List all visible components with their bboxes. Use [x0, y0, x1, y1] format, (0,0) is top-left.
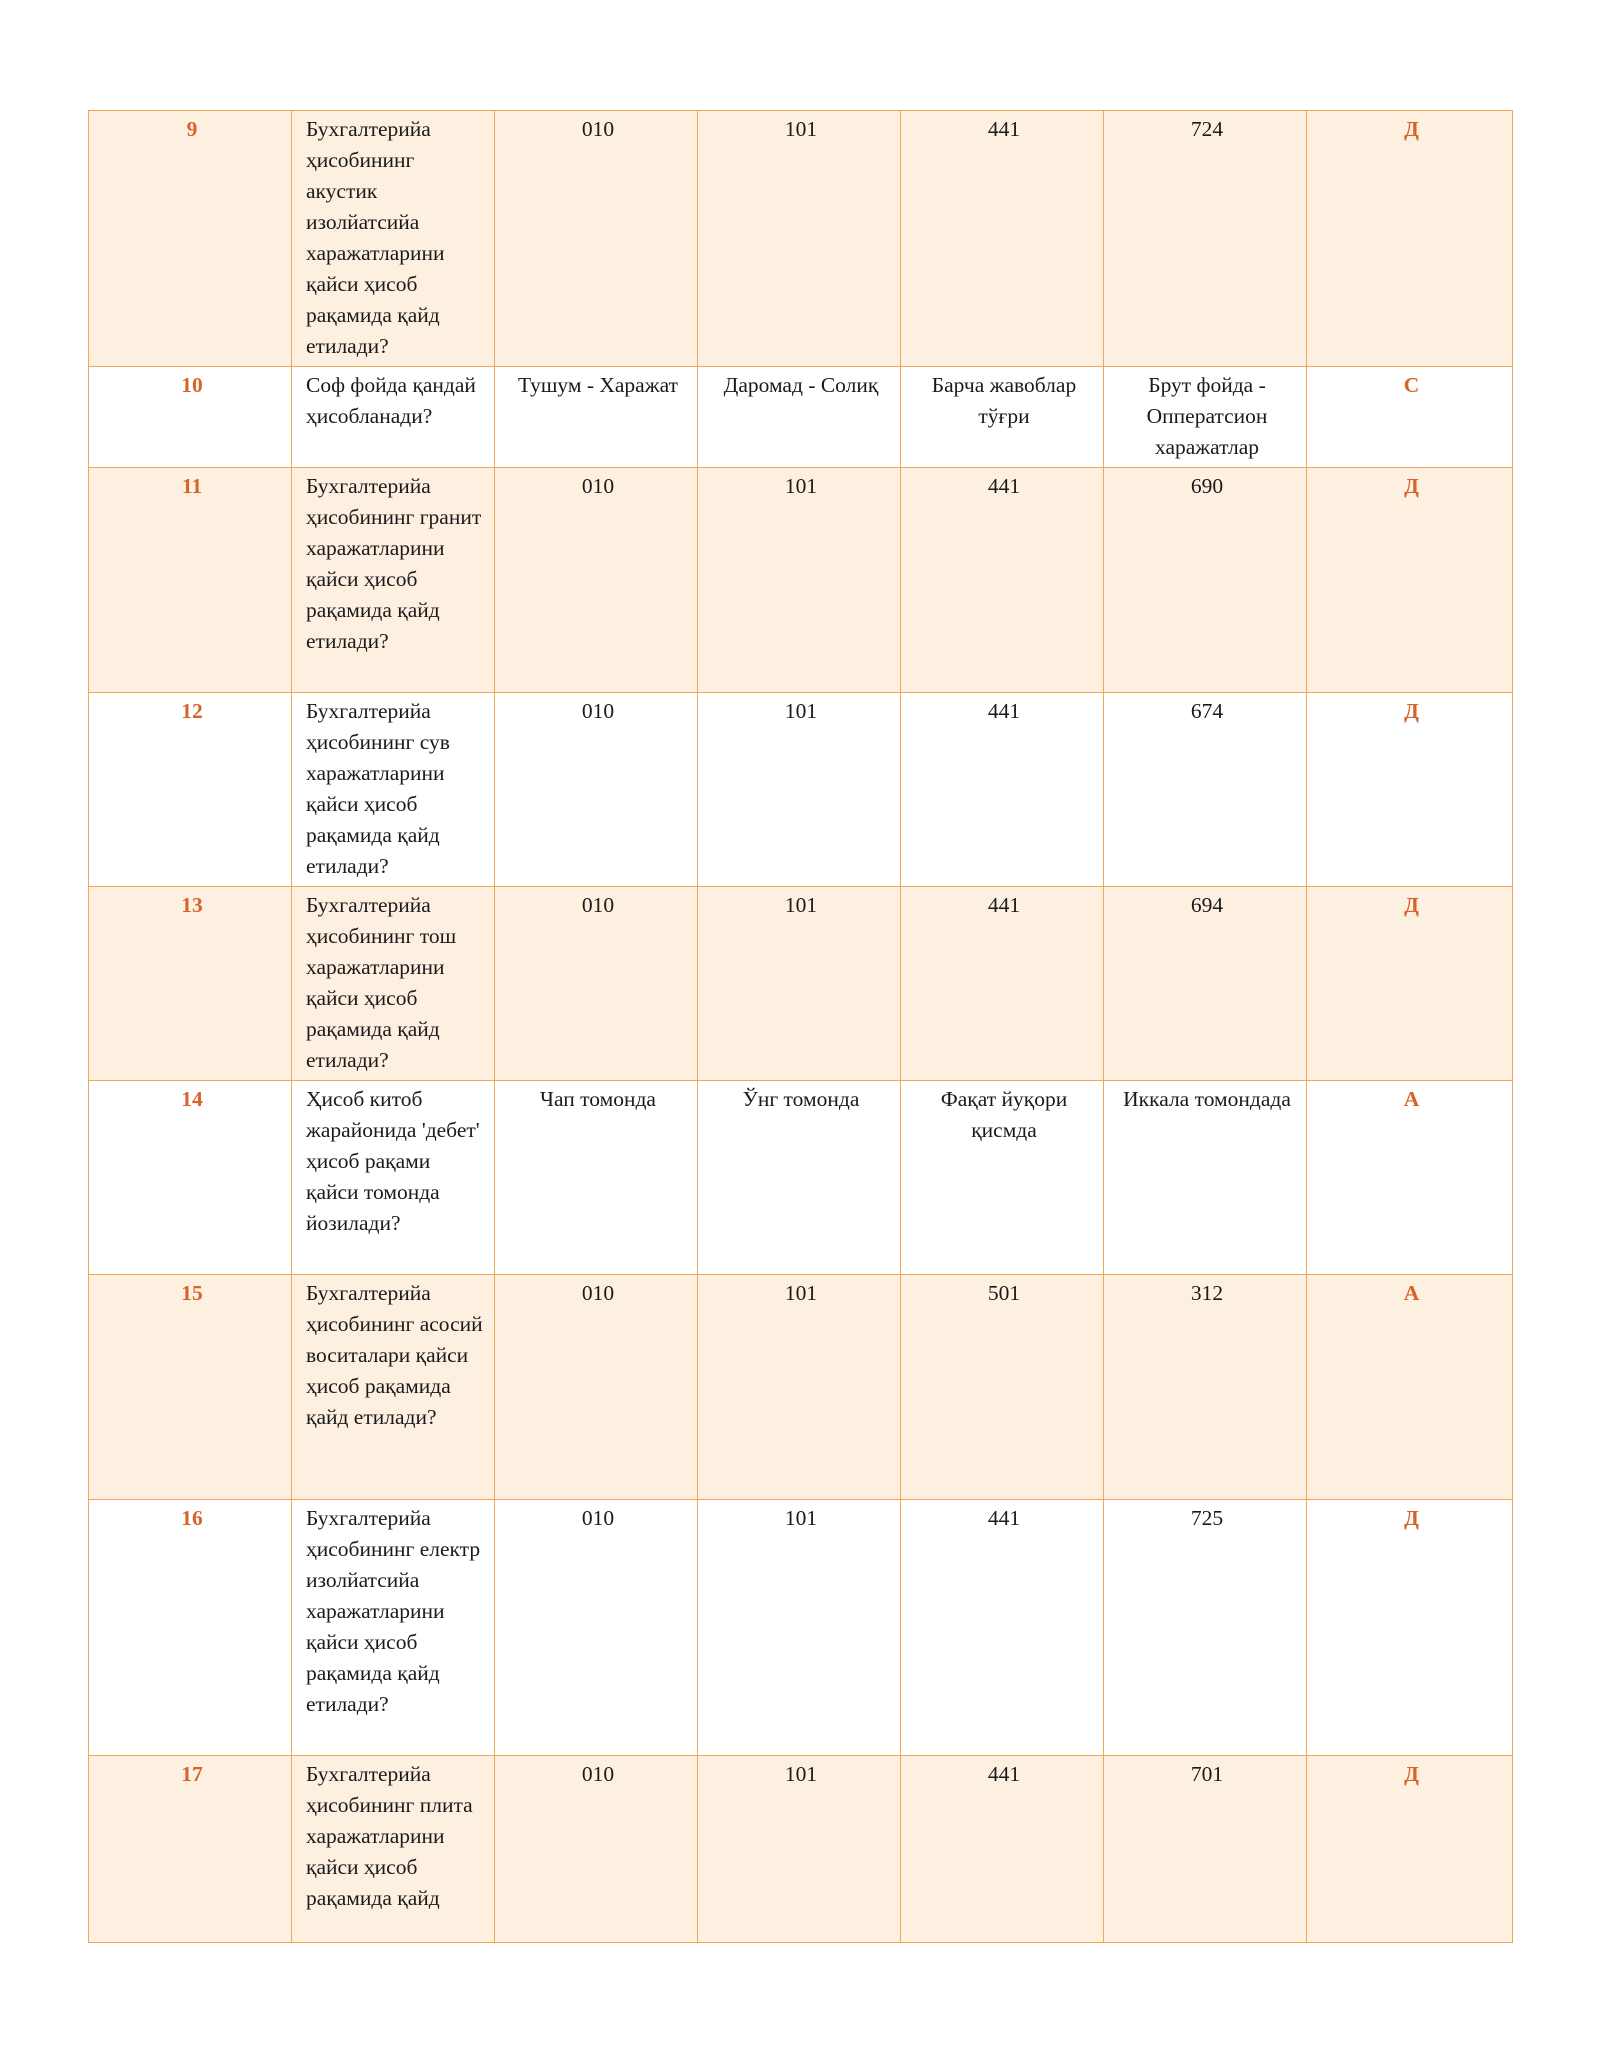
question-number: 11	[89, 468, 292, 693]
question-number: 17	[89, 1756, 292, 1943]
question-text: Бухгалтерийа ҳисобининг асосий воситалари қайси ҳисоб рақамида қайд етилади?	[292, 1275, 495, 1500]
option-d: 312	[1104, 1275, 1307, 1500]
option-b: 101	[698, 693, 901, 887]
question-text: Соф фойда қандай ҳисобланади?	[292, 367, 495, 468]
option-b: Ўнг томонда	[698, 1081, 901, 1275]
option-c: 441	[901, 1500, 1104, 1756]
option-a: 010	[495, 693, 698, 887]
quiz-table	[88, 110, 1513, 1943]
option-c: 441	[901, 693, 1104, 887]
correct-answer: Д	[1307, 887, 1513, 1081]
table-row	[89, 111, 1513, 367]
option-a: Чап томонда	[495, 1081, 698, 1275]
option-b: 101	[698, 1756, 901, 1943]
option-c: 501	[901, 1275, 1104, 1500]
question-number: 12	[89, 693, 292, 887]
question-number: 14	[89, 1081, 292, 1275]
option-d: 694	[1104, 887, 1307, 1081]
correct-answer: Д	[1307, 468, 1513, 693]
option-d: 690	[1104, 468, 1307, 693]
option-b: Даромад - Солиқ	[698, 367, 901, 468]
option-c: 441	[901, 468, 1104, 693]
table-row	[89, 468, 1513, 693]
option-b: 101	[698, 887, 901, 1081]
option-a: 010	[495, 1275, 698, 1500]
option-c: Барча жавоблар тўғри	[901, 367, 1104, 468]
correct-answer: А	[1307, 1275, 1513, 1500]
option-a: 010	[495, 111, 698, 367]
option-c: 441	[901, 1756, 1104, 1943]
option-b: 101	[698, 1500, 901, 1756]
option-d: Брут фойда - Опператсион харажатлар	[1104, 367, 1307, 468]
correct-answer: Д	[1307, 111, 1513, 367]
option-a: 010	[495, 468, 698, 693]
option-b: 101	[698, 468, 901, 693]
question-number: 10	[89, 367, 292, 468]
question-number: 13	[89, 887, 292, 1081]
question-text: Бухгалтерийа ҳисобининг тош харажатларини қайси ҳисоб рақамида қайд етилади?	[292, 887, 495, 1081]
question-text: Бухгалтерийа ҳисобининг гранит харажатларини қайси ҳисоб рақамида қайд етилади?	[292, 468, 495, 693]
table-row	[89, 1500, 1513, 1756]
option-a: 010	[495, 887, 698, 1081]
option-d: 724	[1104, 111, 1307, 367]
option-d: 725	[1104, 1500, 1307, 1756]
question-text: Бухгалтерийа ҳисобининг акустик изолйатсийа харажатларини қайси ҳисоб рақамида қайд етилади?	[292, 111, 495, 367]
table-row	[89, 1756, 1513, 1943]
question-text: Бухгалтерийа ҳисобининг сув харажатларини қайси ҳисоб рақамида қайд етилади?	[292, 693, 495, 887]
correct-answer: Д	[1307, 1500, 1513, 1756]
option-a: 010	[495, 1500, 698, 1756]
option-d: Иккала томондада	[1104, 1081, 1307, 1275]
option-c: Фақат йуқори қисмда	[901, 1081, 1104, 1275]
option-c: 441	[901, 111, 1104, 367]
correct-answer: С	[1307, 367, 1513, 468]
option-c: 441	[901, 887, 1104, 1081]
option-b: 101	[698, 1275, 901, 1500]
correct-answer: Д	[1307, 1756, 1513, 1943]
option-a: 010	[495, 1756, 698, 1943]
option-a: Тушум - Харажат	[495, 367, 698, 468]
question-number: 15	[89, 1275, 292, 1500]
table-row	[89, 1081, 1513, 1275]
table-row	[89, 693, 1513, 887]
document-page	[88, 110, 1512, 1943]
table-row	[89, 367, 1513, 468]
table-row	[89, 1275, 1513, 1500]
option-d: 674	[1104, 693, 1307, 887]
correct-answer: А	[1307, 1081, 1513, 1275]
option-d: 701	[1104, 1756, 1307, 1943]
correct-answer: Д	[1307, 693, 1513, 887]
option-b: 101	[698, 111, 901, 367]
question-text: Бухгалтерийа ҳисобининг плита харажатларини қайси ҳисоб рақамида қайд	[292, 1756, 495, 1943]
table-row	[89, 887, 1513, 1081]
question-text: Бухгалтерийа ҳисобининг електр изолйатсийа харажатларини қайси ҳисоб рақамида қайд етилади?	[292, 1500, 495, 1756]
question-text: Ҳисоб китоб жарайонида 'дебет' ҳисоб рақами қайси томонда йозилади?	[292, 1081, 495, 1275]
question-number: 9	[89, 111, 292, 367]
question-number: 16	[89, 1500, 292, 1756]
